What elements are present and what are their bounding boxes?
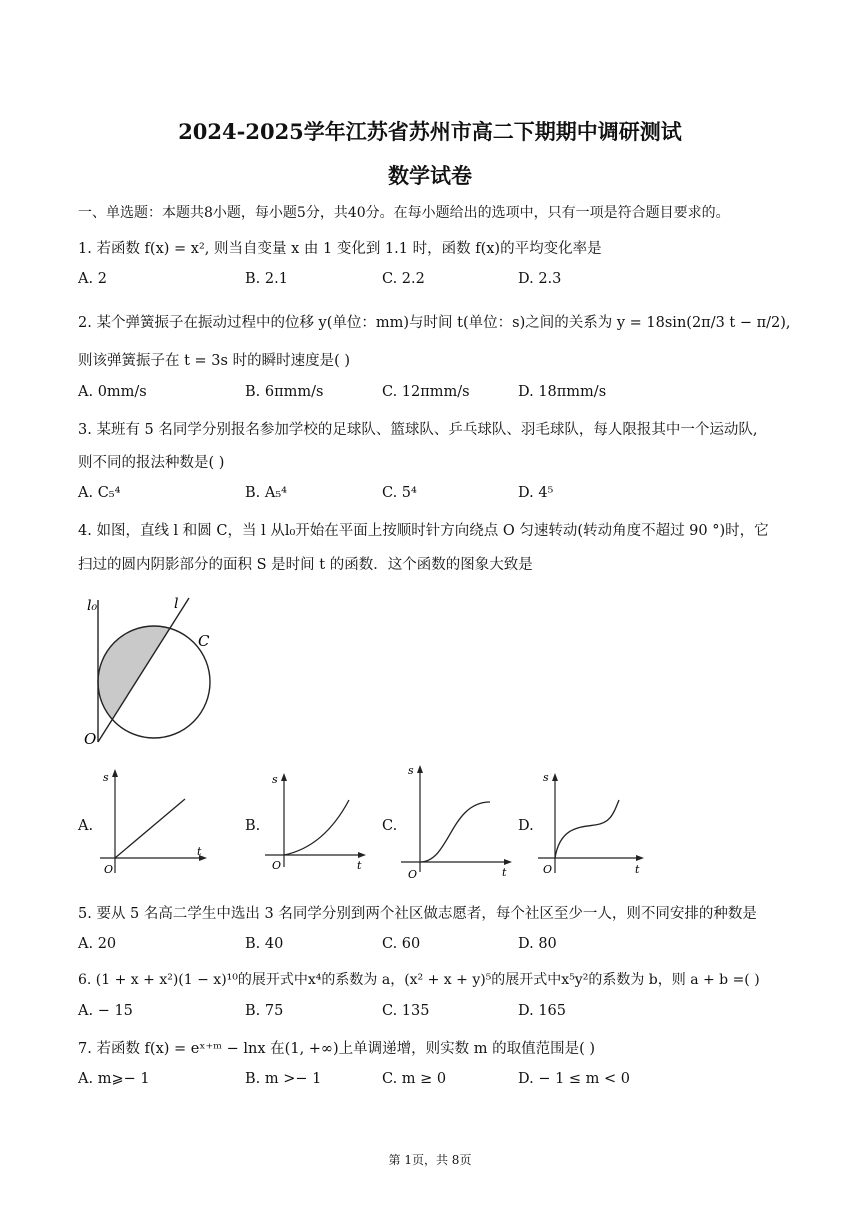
q5-option-a: A. 20 [78, 936, 117, 952]
axis-t-label: t [357, 859, 362, 872]
section-heading: 一、单选题：本题共8小题，每小题5分，共40分。在每小题给出的选项中，只有一项是符合题目要求的。 [78, 205, 730, 221]
axis-t-label: t [197, 845, 202, 858]
q4-option-b: B. [245, 818, 261, 834]
question-4-line-2: 扫过的圆内阴影部分的面积 S 是时间 t 的函数．这个函数的图象大致是 [78, 557, 533, 573]
q6-option-c: C. 135 [382, 1003, 430, 1019]
q1-option-c: C. 2.2 [382, 271, 425, 287]
question-3-line-2: 则不同的报法种数是( ) [78, 455, 225, 471]
graph-d [535, 765, 650, 880]
q4-option-d: D. [518, 818, 534, 834]
q4-option-c: C. [382, 818, 398, 834]
origin-label: O [272, 859, 282, 872]
origin-label: O [104, 863, 114, 876]
q3-option-c: C. 5⁴ [382, 485, 417, 501]
label-l: l [174, 596, 179, 612]
q7-option-d: D. − 1 ≤ m < 0 [518, 1071, 631, 1087]
curve-b [284, 800, 349, 855]
axis-t-label: t [635, 863, 640, 876]
q5-option-c: C. 60 [382, 936, 421, 952]
q6-option-d: D. 165 [518, 1003, 567, 1019]
axis-s-label: s [408, 764, 414, 777]
axis-s-label: s [103, 771, 109, 784]
graph-b [262, 765, 372, 880]
q3-option-a: A. C₅⁴ [78, 485, 121, 501]
q2-option-d: D. 18πmm/s [518, 384, 607, 400]
question-3-line-1: 3. 某班有 5 名同学分别报名参加学校的足球队、篮球队、乒乓球队、羽毛球队，每人限报其中一个运动队, [78, 422, 758, 438]
axis-s-label: s [272, 773, 278, 786]
question-2-line-2: 则该弹簧振子在 t = 3s 时的瞬时速度是( ) [78, 353, 351, 369]
label-o: O [84, 730, 97, 748]
question-4-line-1: 4. 如图，直线 l 和圆 C，当 l 从l₀开始在平面上按顺时针方向绕点 O 匀速转动(转动角度不超过 90 °)时，它 [78, 523, 769, 539]
q2-option-b: B. 6πmm/s [245, 384, 324, 400]
q7-option-a: A. m⩾− 1 [78, 1071, 150, 1087]
page-title: 2024-2025学年江苏省苏州市高二下期期中调研测试 [178, 119, 682, 144]
q5-option-d: D. 80 [518, 936, 557, 952]
q5-option-b: B. 40 [245, 936, 284, 952]
question-5-text: 5. 要从 5 名高二学生中选出 3 名同学分别到两个社区做志愿者，每个社区至少一人，则不同安排的种数是 [78, 906, 757, 922]
origin-label: O [543, 863, 553, 876]
page-subtitle: 数学试卷 [388, 163, 472, 188]
question-7-text: 7. 若函数 f(x) = eˣ⁺ᵐ − lnx 在(1, +∞)上单调递增，则实数 m 的取值范围是( ) [78, 1041, 596, 1057]
origin-label: O [408, 868, 418, 881]
question-2-line-1: 2. 某个弹簧振子在振动过程中的位移 y(单位：mm)与时间 t(单位：s)之间的关系为 y = 18sin(2π/3 t − π/2), [78, 315, 791, 331]
question-6-text: 6. (1 + x + x²)(1 − x)¹⁰的展开式中x⁴的系数为 a，(x² + x + y)⁵的展开式中x⁵y²的系数为 b，则 a + b =( ) [78, 972, 760, 988]
graph-c [398, 760, 518, 885]
curve-d [555, 800, 619, 858]
q1-option-a: A. 2 [78, 271, 107, 287]
circle-line-figure [78, 590, 218, 750]
q6-option-b: B. 75 [245, 1003, 284, 1019]
q6-option-a: A. − 15 [78, 1003, 133, 1019]
curve-a [115, 799, 185, 858]
q3-option-b: B. A₅⁴ [245, 485, 287, 501]
label-c: C [198, 632, 210, 650]
axis-t-label: t [502, 866, 507, 879]
q3-option-d: D. 4⁵ [518, 485, 554, 501]
q2-option-a: A. 0mm/s [78, 384, 147, 400]
q1-option-d: D. 2.3 [518, 271, 562, 287]
label-l0: l₀ [87, 598, 98, 614]
question-1-text: 1. 若函数 f(x) = x², 则当自变量 x 由 1 变化到 1.1 时，函数 f(x)的平均变化率是 [78, 241, 602, 257]
page-footer: 第 1页，共 8页 [388, 1153, 472, 1167]
q4-option-a: A. [78, 818, 94, 834]
q2-option-c: C. 12πmm/s [382, 384, 470, 400]
q7-option-b: B. m >− 1 [245, 1071, 322, 1087]
q1-option-b: B. 2.1 [245, 271, 288, 287]
graph-a [95, 765, 210, 880]
axis-s-label: s [543, 771, 549, 784]
curve-c [420, 802, 490, 862]
q7-option-c: C. m ≥ 0 [382, 1071, 447, 1087]
